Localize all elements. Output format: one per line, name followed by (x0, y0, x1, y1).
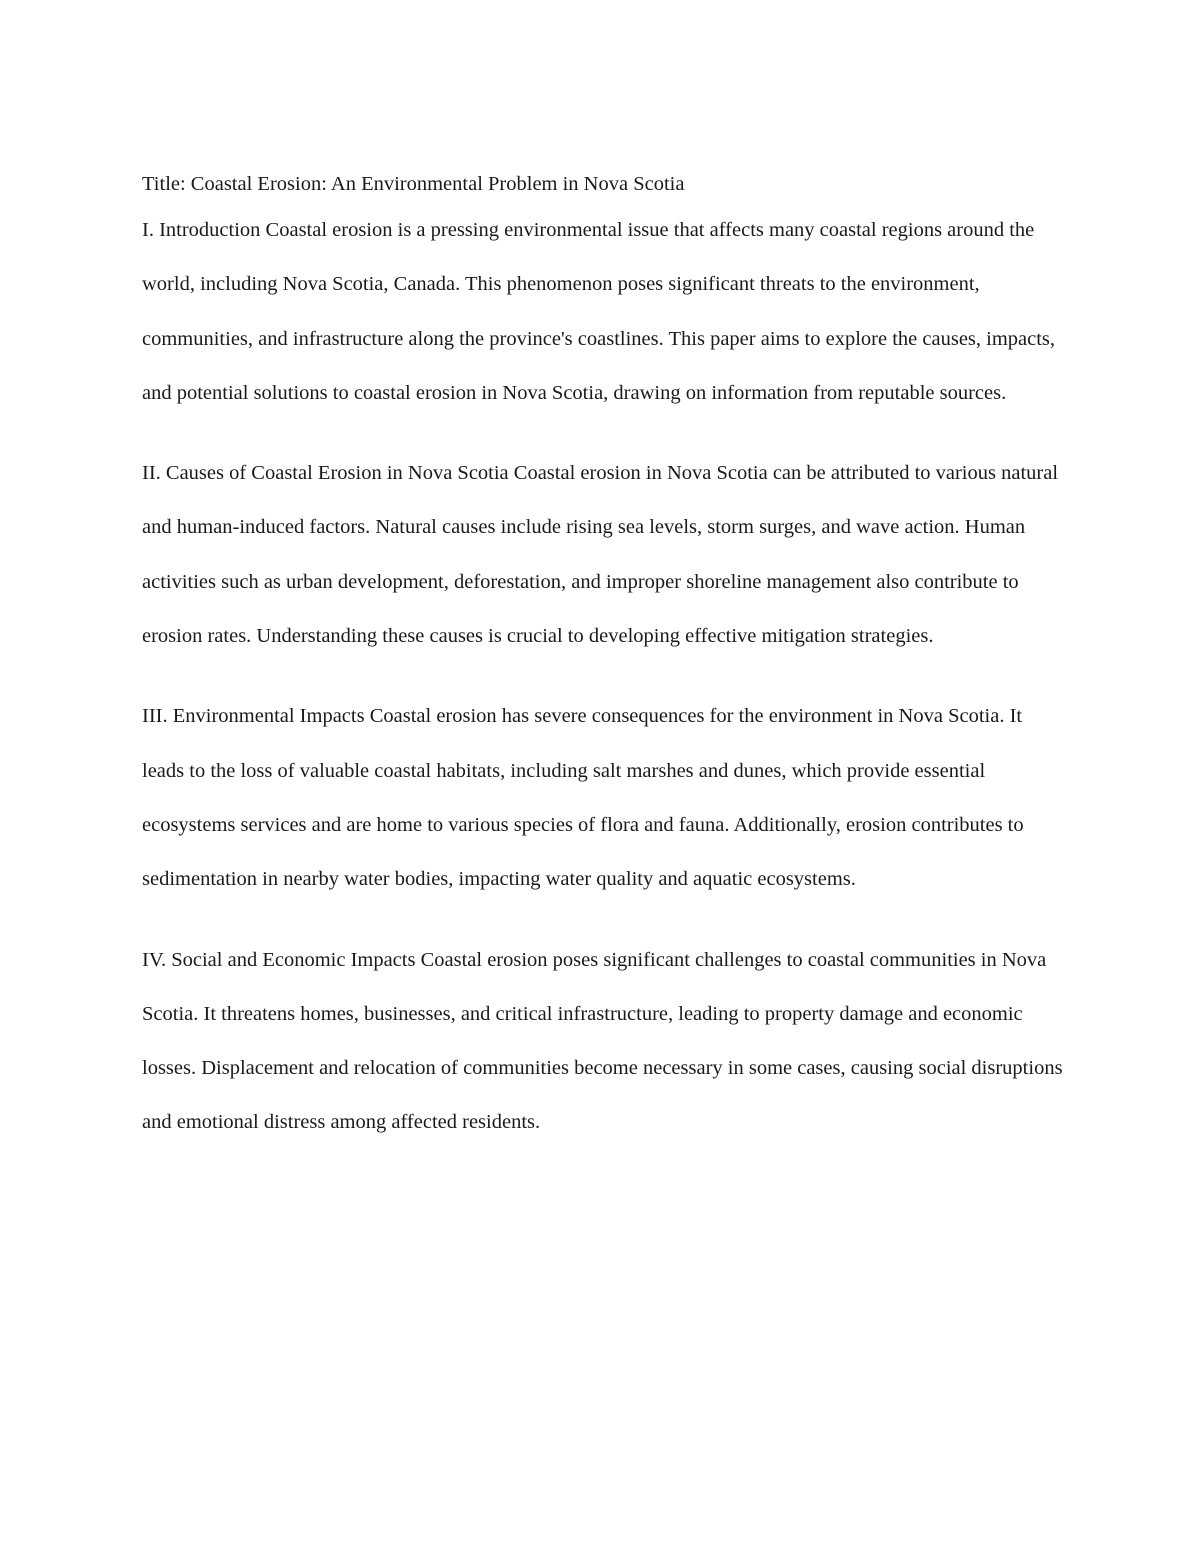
paragraph-introduction: I. Introduction Coastal erosion is a pressing environmental issue that affects many coastal regions around the world, including Nova Scotia, Canada. This phenomenon poses significant threats to the environment, communities, and infrastructure along the province's coastlines. This paper aims to explore the causes, impacts, and potential solutions to coastal erosion in Nova Scotia, drawing on information from reputable sources. (142, 219, 1056, 404)
document-title: Title: Coastal Erosion: An Environmental Problem in Nova Scotia (142, 173, 685, 195)
paragraph-environmental-impacts: III. Environmental Impacts Coastal erosion has severe consequences for the environment in Nova Scotia. It leads to the loss of valuable coastal habitats, including salt marshes and dunes, which provide essential ecosystems services and are home to various species of flora and fauna. Additionally, erosion contributes to sedimentation in nearby water bodies, impacting water quality and aquatic ecosystems. (142, 705, 1024, 891)
paragraph-causes: II. Causes of Coastal Erosion in Nova Scotia Coastal erosion in Nova Scotia can be attributed to various natural and human-induced factors. Natural causes include rising sea levels, storm surges, and wave action. Human activities such as urban development, deforestation, and improper shoreline management also contribute to erosion rates. Understanding these causes is crucial to developing effective mitigation strategies. (142, 462, 1059, 648)
document-body (142, 166, 1067, 1176)
paragraph-social-economic-impacts: IV. Social and Economic Impacts Coastal erosion poses significant challenges to coastal communities in Nova Scotia. It threatens homes, businesses, and critical infrastructure, leading to property damage and economic losses. Displacement and relocation of communities become necessary in some cases, causing social disruptions and emotional distress among affected residents. (142, 948, 1063, 1134)
